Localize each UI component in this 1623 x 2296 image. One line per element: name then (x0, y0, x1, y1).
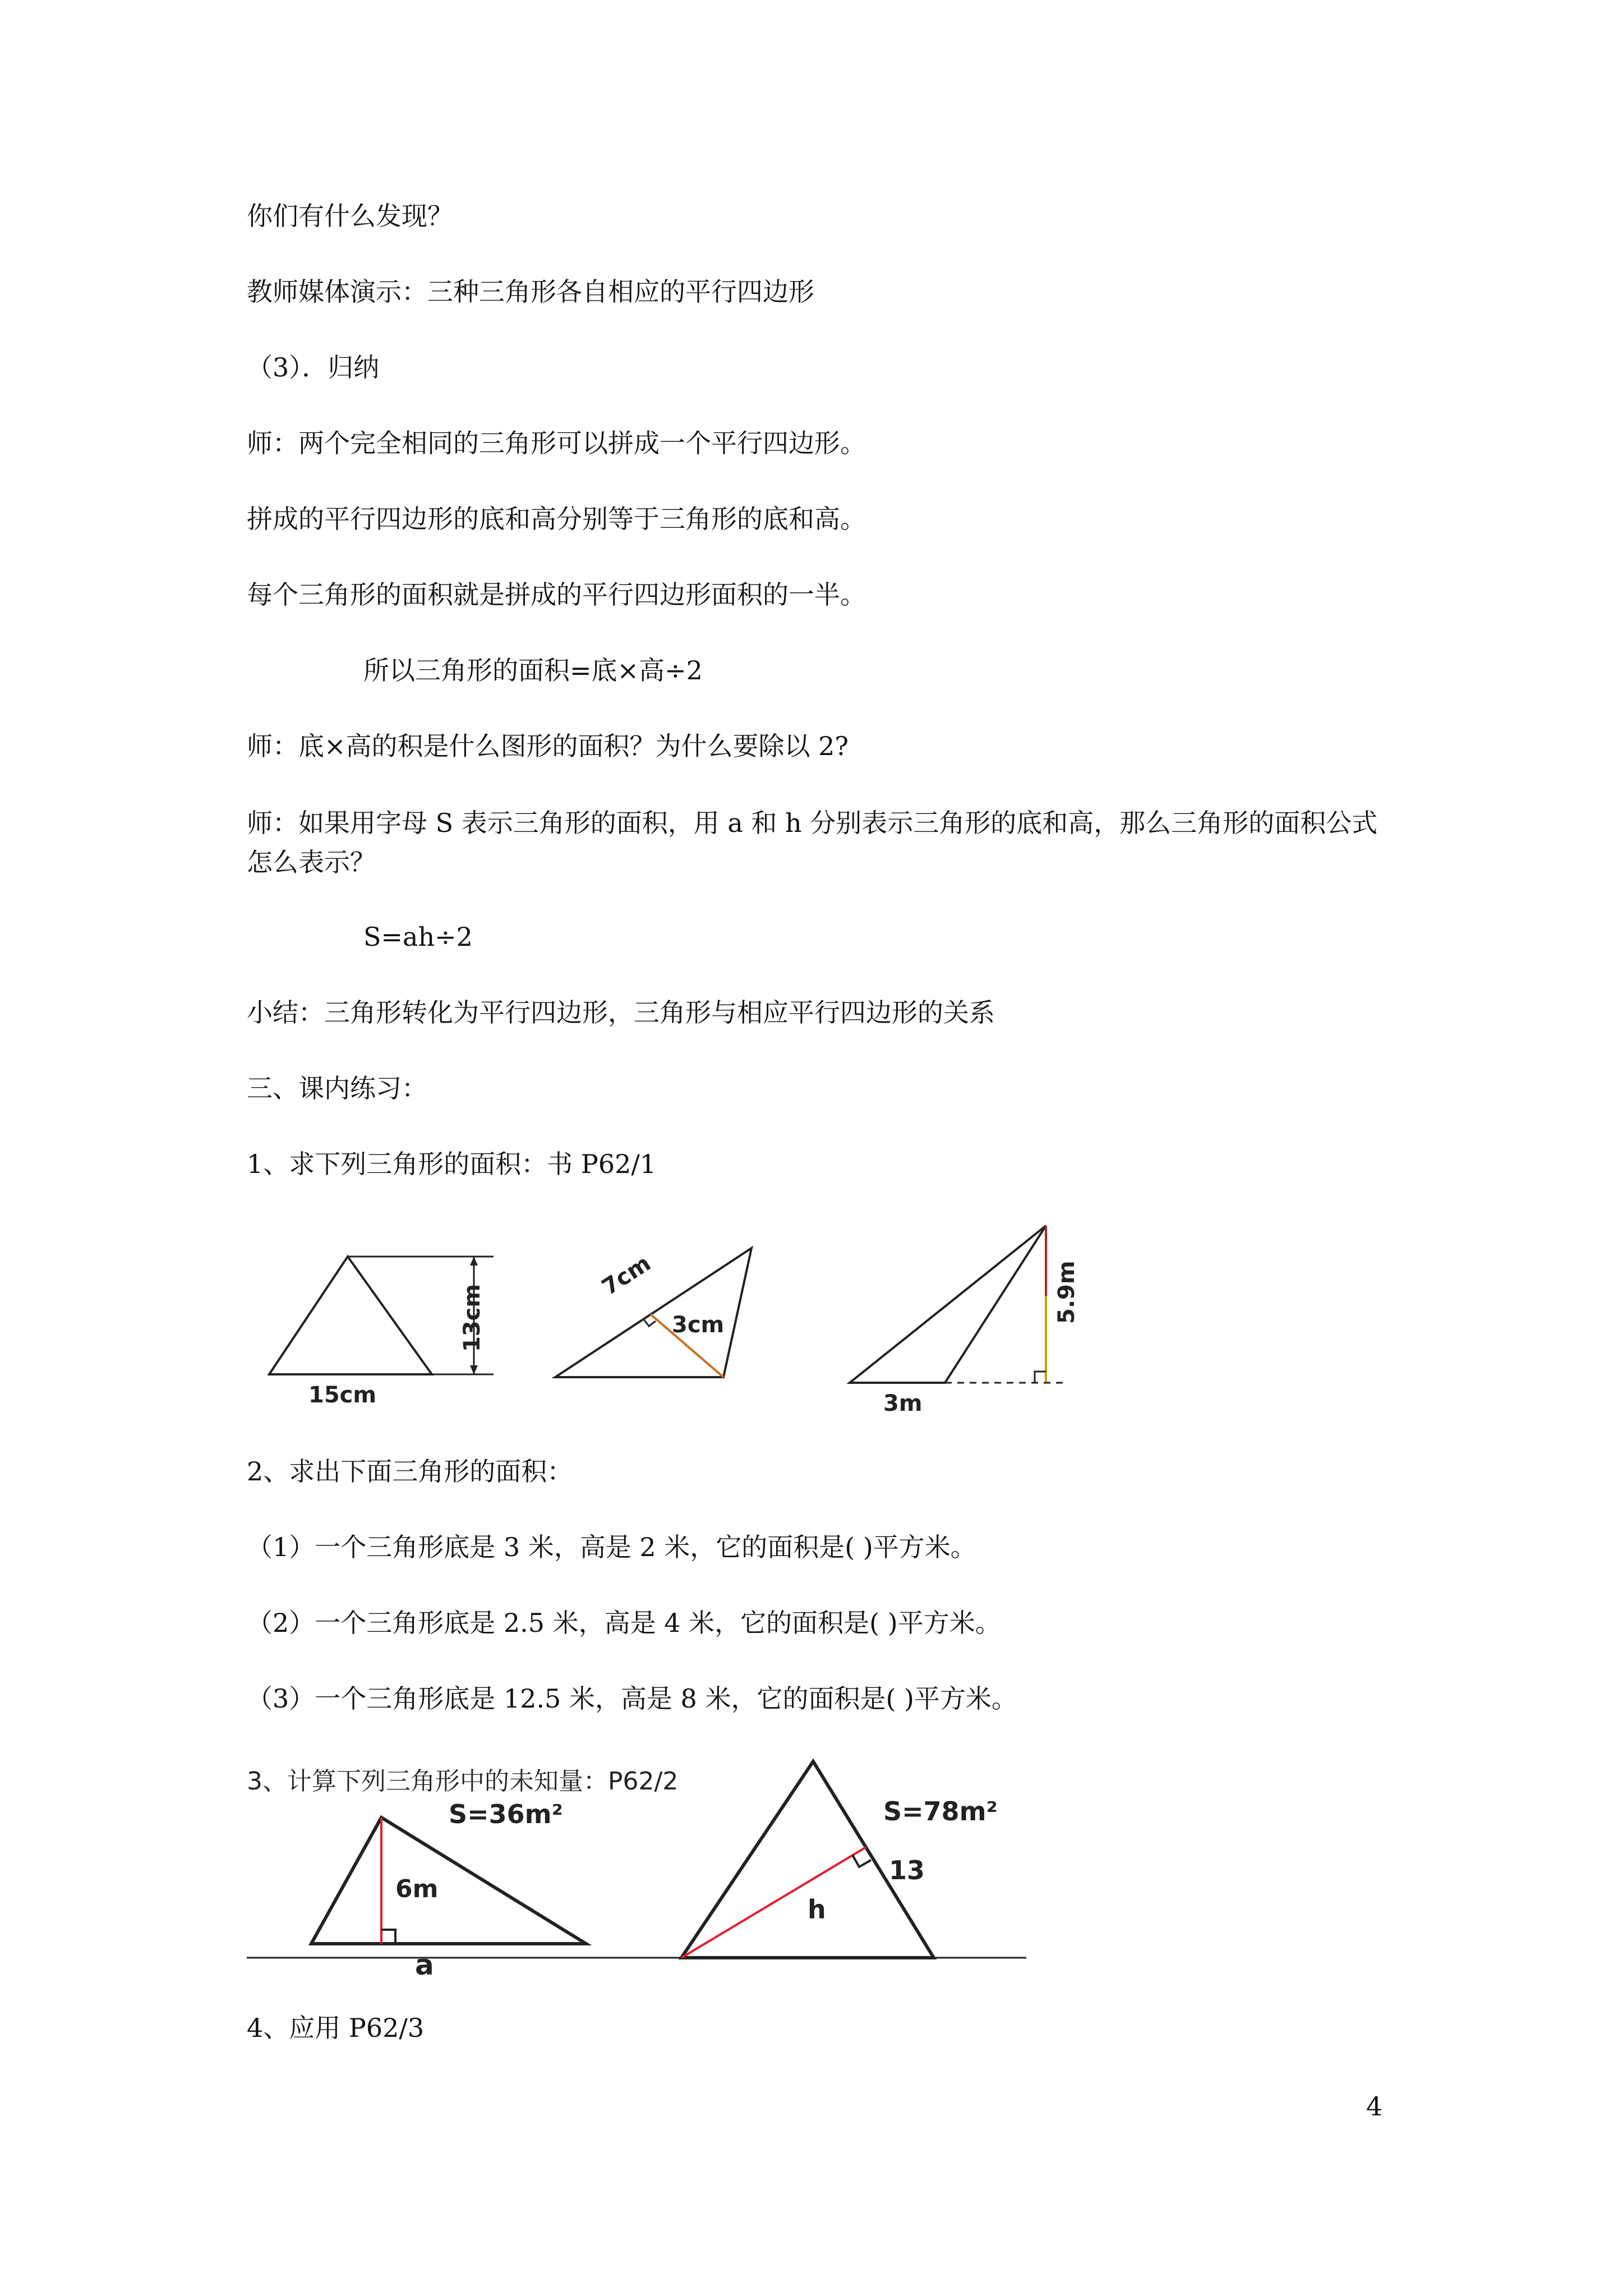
text-line: 师：底×高的积是什么图形的面积？为什么要除以 2? (247, 731, 849, 761)
area-label: S=36m² (449, 1799, 563, 1829)
height-label: 5.9m (1054, 1260, 1080, 1324)
height-label: 13cm (459, 1283, 485, 1352)
exercise-title: 2、求出下面三角形的面积： (247, 1456, 573, 1487)
side-label: 13 (889, 1855, 925, 1885)
triangle-area-78 (681, 1761, 998, 1958)
base-label: 3m (883, 1391, 923, 1416)
formula-line: S=ah÷2 (363, 922, 473, 952)
section-heading: （3）．归纳 (247, 352, 380, 383)
triangle-1 (269, 1257, 494, 1408)
base-label: a (415, 1949, 434, 1980)
formula-line: 所以三角形的面积=底×高÷2 (363, 655, 703, 685)
text-line: 每个三角形的面积就是拼成的平行四边形面积的一半。 (247, 579, 866, 610)
triangle-2 (555, 1248, 751, 1377)
text-line: 小结：三角形转化为平行四边形，三角形与相应平行四边形的关系 (247, 997, 995, 1028)
figure-heading: 3、计算下列三角形中的未知量：P62/2 (247, 1767, 679, 1796)
text-line: 师：两个完全相同的三角形可以拼成一个平行四边形。 (247, 428, 866, 458)
exercise-title: 4、应用 P62/3 (247, 2013, 425, 2043)
figure-triangles-1 (258, 1212, 1088, 1436)
page-number: 4 (1366, 2091, 1383, 2122)
height-label: 3cm (672, 1312, 725, 1338)
exercise-item: （1）一个三角形底是 3 米，高是 2 米，它的面积是( )平方米。 (247, 1532, 976, 1562)
base-label: 15cm (308, 1382, 377, 1408)
exercise-item: （2）一个三角形底是 2.5 米，高是 4 米，它的面积是( )平方米。 (247, 1608, 1001, 1638)
exercise-title: 1、求下列三角形的面积：书 P62/1 (247, 1149, 657, 1179)
text-paragraph: 师：如果用字母 S 表示三角形的面积，用 a 和 h 分别表示三角形的底和高，那么三角形的面积公式怎么表示？ (247, 808, 1378, 877)
figure-triangles-2 (247, 1745, 1032, 1980)
height-label: 6m (395, 1875, 439, 1903)
triangle-area-36 (311, 1799, 586, 1980)
text-line: 你们有什么发现？ (247, 201, 453, 231)
text-line: 拼成的平行四边形的底和高分别等于三角形的底和高。 (247, 504, 866, 534)
height-label: h (808, 1894, 826, 1925)
exercise-item: （3）一个三角形底是 12.5 米，高是 8 米，它的面积是( )平方米。 (247, 1683, 1017, 1714)
text-line: 教师媒体演示：三种三角形各自相应的平行四边形 (247, 277, 814, 307)
section-heading: 三、课内练习： (247, 1073, 427, 1103)
area-label: S=78m² (883, 1796, 998, 1826)
triangle-3 (850, 1226, 1080, 1416)
side-label: 7cm (597, 1250, 656, 1301)
